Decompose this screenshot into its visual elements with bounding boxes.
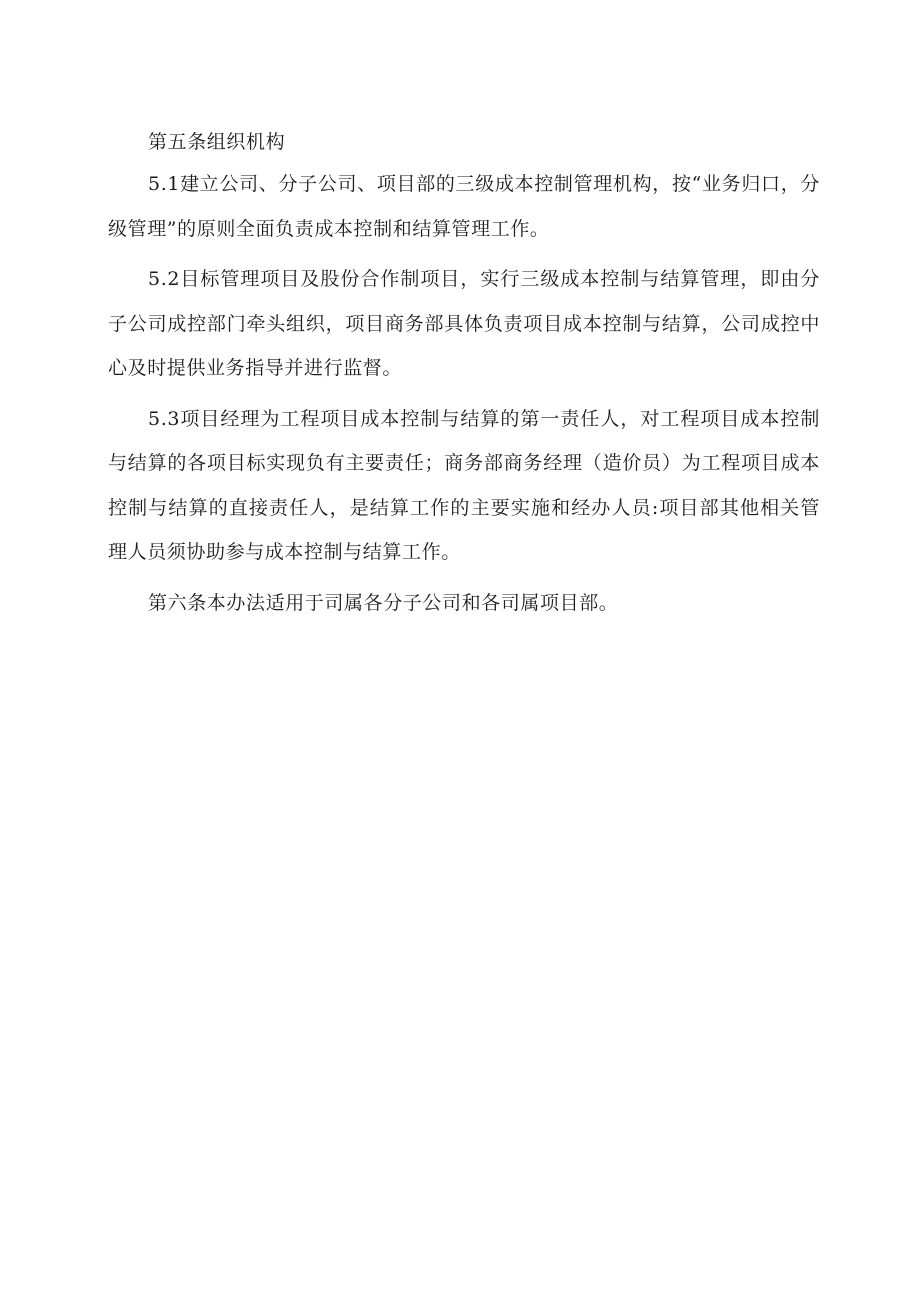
article-6: 第六条本办法适用于司属各分子公司和各司属项目部。 xyxy=(148,591,619,614)
clause-5-3: 5.3项目经理为工程项目成本控制与结算的第一责任人，对工程项目成本控制与结算的各项目标实现负有主要责任；商务部商务经理（造价员）为工程项目成本控制与结算的直接责任人，是结算工作的主要实施和经办人员:项目部其他相关管理人员须协助参与成本控制与结算工作。 xyxy=(108,407,820,563)
clause-5-1: 5.1建立公司、分子公司、项目部的三级成本控制管理机构，按“业务归口，分级管理”的原则全面负责成本控制和结算管理工作。 xyxy=(108,173,821,240)
document-body xyxy=(108,122,820,625)
clause-5-2: 5.2目标管理项目及股份合作制项目，实行三级成本控制与结算管理，即由分子公司成控部门牵头组织，项目商务部具体负责项目成本控制与结算，公司成控中心及时提供业务指导并进行监督。 xyxy=(108,268,820,379)
article-5-heading: 第五条组织机构 xyxy=(148,131,286,153)
